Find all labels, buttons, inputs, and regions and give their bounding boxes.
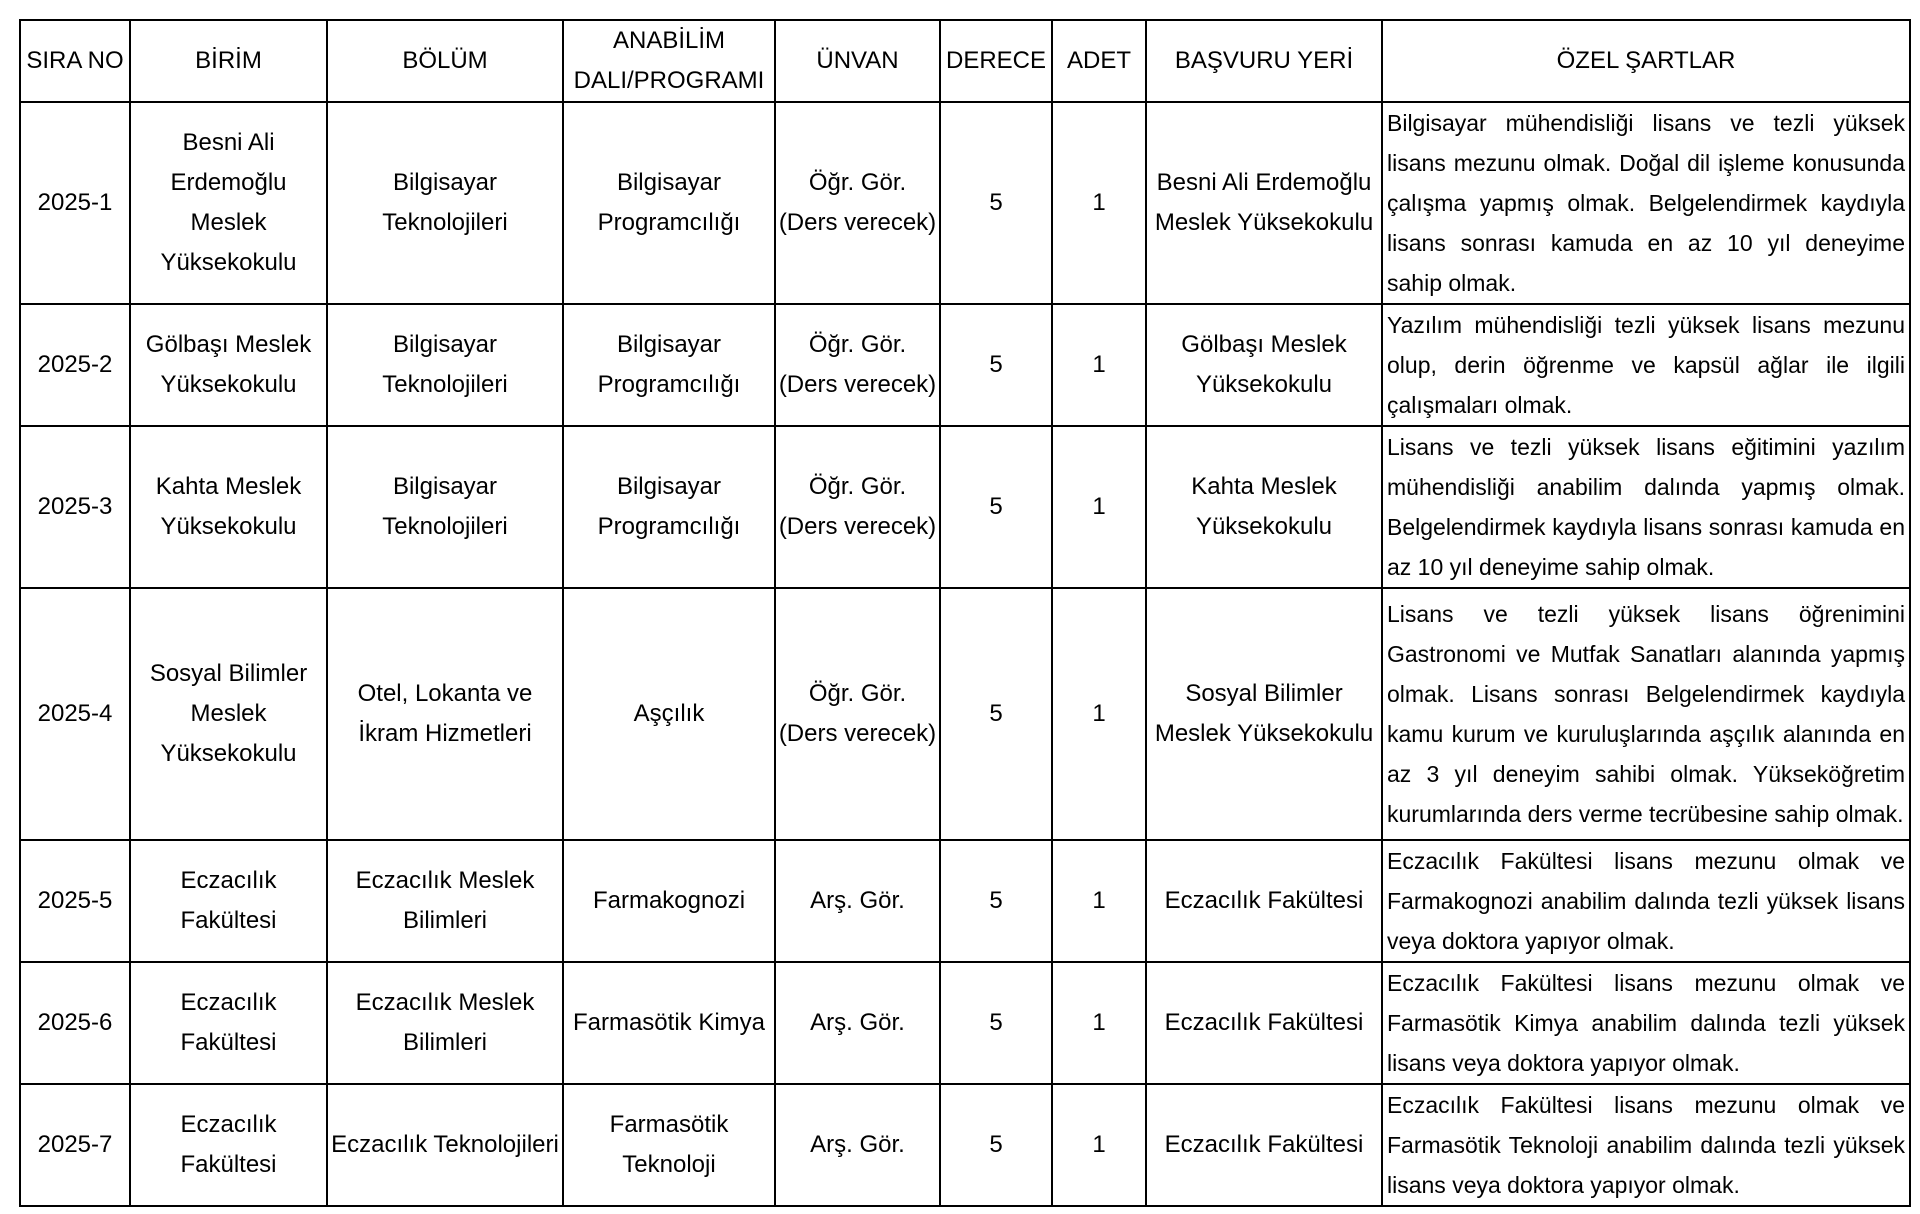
cell-bolum: Bilgisayar Teknolojileri bbox=[327, 426, 563, 588]
cell-unvan-note: (Ders verecek) bbox=[778, 209, 937, 236]
cell-bolum: Eczacılık Meslek Bilimleri bbox=[327, 962, 563, 1084]
table-row bbox=[20, 102, 1910, 304]
table-row bbox=[20, 304, 1910, 426]
cell-anabilim: Aşçılık bbox=[563, 588, 775, 840]
header-ozel-sartlar: ÖZEL ŞARTLAR bbox=[1382, 20, 1910, 102]
cell-birim: Besni Ali Erdemoğlu Meslek Yüksekokulu bbox=[130, 102, 327, 304]
cell-unvan: Arş. Gör. bbox=[775, 962, 940, 1084]
cell-bolum: Eczacılık Meslek Bilimleri bbox=[327, 840, 563, 962]
cell-birim: Eczacılık Fakültesi bbox=[130, 840, 327, 962]
cell-sira-no: 2025-2 bbox=[20, 304, 130, 426]
cell-anabilim: Bilgisayar Programcılığı bbox=[563, 102, 775, 304]
cell-adet: 1 bbox=[1052, 840, 1146, 962]
cell-unvan-title: Öğr. Gör. bbox=[808, 680, 907, 707]
cell-sira-no: 2025-5 bbox=[20, 840, 130, 962]
cell-unvan bbox=[775, 426, 940, 588]
cell-ozel-sartlar: Eczacılık Fakültesi lisans mezunu olmak ve Farmakognozi anabilim dalında tezli yüksek lisans veya doktora yapıyor olmak. bbox=[1382, 840, 1910, 962]
cell-derece: 5 bbox=[940, 304, 1052, 426]
header-anabilim-line2: DALI/PROGRAMI bbox=[573, 67, 765, 94]
cell-sira-no: 2025-6 bbox=[20, 962, 130, 1084]
cell-unvan bbox=[775, 304, 940, 426]
cell-basvuru-yeri: Kahta Meslek Yüksekokulu bbox=[1146, 426, 1382, 588]
table-row bbox=[20, 962, 1910, 1084]
cell-bolum: Bilgisayar Teknolojileri bbox=[327, 304, 563, 426]
cell-sira-no: 2025-1 bbox=[20, 102, 130, 304]
cell-sira-no: 2025-7 bbox=[20, 1084, 130, 1206]
cell-ozel-sartlar: Yazılım mühendisliği tezli yüksek lisans mezunu olup, derin öğrenme ve kapsül ağlar ile ilgili çalışmaları olmak. bbox=[1382, 304, 1910, 426]
cell-adet: 1 bbox=[1052, 588, 1146, 840]
header-anabilim bbox=[563, 20, 775, 102]
cell-basvuru-yeri: Eczacılık Fakültesi bbox=[1146, 1084, 1382, 1206]
cell-unvan-note: (Ders verecek) bbox=[778, 371, 937, 398]
cell-adet: 1 bbox=[1052, 426, 1146, 588]
cell-anabilim: Farmakognozi bbox=[563, 840, 775, 962]
cell-birim: Gölbaşı Meslek Yüksekokulu bbox=[130, 304, 327, 426]
header-row bbox=[20, 20, 1910, 102]
cell-birim: Kahta Meslek Yüksekokulu bbox=[130, 426, 327, 588]
cell-derece: 5 bbox=[940, 962, 1052, 1084]
cell-unvan: Arş. Gör. bbox=[775, 840, 940, 962]
cell-anabilim: Farmasötik Teknoloji bbox=[563, 1084, 775, 1206]
cell-unvan-note: (Ders verecek) bbox=[778, 720, 937, 747]
cell-unvan bbox=[775, 588, 940, 840]
cell-basvuru-yeri: Besni Ali Erdemoğlu Meslek Yüksekokulu bbox=[1146, 102, 1382, 304]
cell-unvan-title: Öğr. Gör. bbox=[808, 473, 907, 500]
cell-adet: 1 bbox=[1052, 102, 1146, 304]
cell-anabilim: Bilgisayar Programcılığı bbox=[563, 304, 775, 426]
header-unvan: ÜNVAN bbox=[775, 20, 940, 102]
cell-anabilim: Bilgisayar Programcılığı bbox=[563, 426, 775, 588]
cell-anabilim: Farmasötik Kimya bbox=[563, 962, 775, 1084]
cell-birim: Eczacılık Fakültesi bbox=[130, 1084, 327, 1206]
cell-birim: Sosyal Bilimler Meslek Yüksekokulu bbox=[130, 588, 327, 840]
cell-derece: 5 bbox=[940, 588, 1052, 840]
cell-basvuru-yeri: Sosyal Bilimler Meslek Yüksekokulu bbox=[1146, 588, 1382, 840]
header-adet: ADET bbox=[1052, 20, 1146, 102]
cell-basvuru-yeri: Gölbaşı Meslek Yüksekokulu bbox=[1146, 304, 1382, 426]
cell-adet: 1 bbox=[1052, 1084, 1146, 1206]
cell-adet: 1 bbox=[1052, 304, 1146, 426]
header-derece: DERECE bbox=[940, 20, 1052, 102]
header-basvuru-yeri: BAŞVURU YERİ bbox=[1146, 20, 1382, 102]
header-anabilim-line1: ANABİLİM bbox=[612, 27, 726, 54]
cell-bolum: Otel, Lokanta ve İkram Hizmetleri bbox=[327, 588, 563, 840]
cell-unvan-title: Öğr. Gör. bbox=[808, 331, 907, 358]
table-row bbox=[20, 840, 1910, 962]
cell-ozel-sartlar: Lisans ve tezli yüksek lisans öğrenimini Gastronomi ve Mutfak Sanatları alanında yapmış olmak. Lisans sonrası Belgelendirmek kaydıyla kamu kurum ve kuruluşlarında aşçılık alanında en az 3 yıl deneyim sahibi olmak. Yükseköğretim kurumlarında ders verme tecrübesine sahip olmak. bbox=[1382, 588, 1910, 840]
header-sira-no: SIRA NO bbox=[20, 20, 130, 102]
cell-basvuru-yeri: Eczacılık Fakültesi bbox=[1146, 840, 1382, 962]
cell-unvan bbox=[775, 102, 940, 304]
cell-derece: 5 bbox=[940, 426, 1052, 588]
cell-sira-no: 2025-3 bbox=[20, 426, 130, 588]
header-birim: BİRİM bbox=[130, 20, 327, 102]
cell-bolum: Bilgisayar Teknolojileri bbox=[327, 102, 563, 304]
cell-unvan: Arş. Gör. bbox=[775, 1084, 940, 1206]
table-row bbox=[20, 1084, 1910, 1206]
cell-ozel-sartlar: Eczacılık Fakültesi lisans mezunu olmak ve Farmasötik Kimya anabilim dalında tezli yüksek lisans veya doktora yapıyor olmak. bbox=[1382, 962, 1910, 1084]
cell-ozel-sartlar: Bilgisayar mühendisliği lisans ve tezli yüksek lisans mezunu olmak. Doğal dil işleme konusunda çalışma yapmış olmak. Belgelendirmek kaydıyla lisans sonrası kamuda en az 10 yıl deneyime sahip olmak. bbox=[1382, 102, 1910, 304]
table-row bbox=[20, 588, 1910, 840]
positions-table bbox=[19, 19, 1911, 1207]
cell-unvan-note: (Ders verecek) bbox=[778, 513, 937, 540]
cell-derece: 5 bbox=[940, 840, 1052, 962]
cell-sira-no: 2025-4 bbox=[20, 588, 130, 840]
cell-basvuru-yeri: Eczacılık Fakültesi bbox=[1146, 962, 1382, 1084]
cell-derece: 5 bbox=[940, 1084, 1052, 1206]
table-row bbox=[20, 426, 1910, 588]
cell-ozel-sartlar: Eczacılık Fakültesi lisans mezunu olmak ve Farmasötik Teknoloji anabilim dalında tezli yüksek lisans veya doktora yapıyor olmak. bbox=[1382, 1084, 1910, 1206]
header-bolum: BÖLÜM bbox=[327, 20, 563, 102]
cell-ozel-sartlar: Lisans ve tezli yüksek lisans eğitimini yazılım mühendisliği anabilim dalında yapmış olmak. Belgelendirmek kaydıyla lisans sonrası kamuda en az 10 yıl deneyime sahip olmak. bbox=[1382, 426, 1910, 588]
cell-adet: 1 bbox=[1052, 962, 1146, 1084]
cell-birim: Eczacılık Fakültesi bbox=[130, 962, 327, 1084]
cell-unvan-title: Öğr. Gör. bbox=[808, 169, 907, 196]
cell-derece: 5 bbox=[940, 102, 1052, 304]
cell-bolum: Eczacılık Teknolojileri bbox=[327, 1084, 563, 1206]
